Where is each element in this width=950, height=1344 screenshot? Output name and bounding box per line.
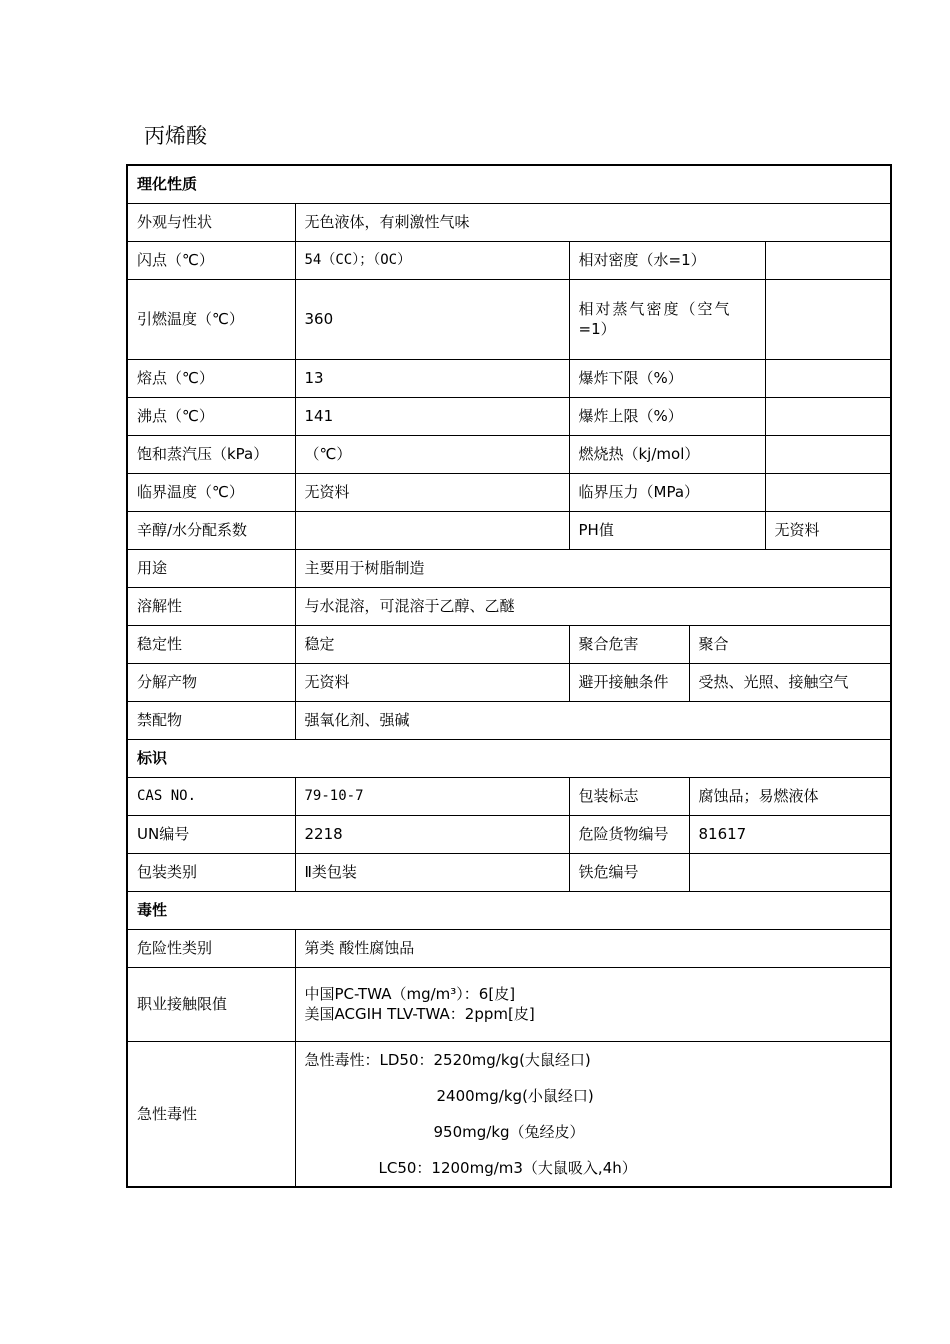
field-value [295, 967, 891, 1041]
section-row-identity [127, 739, 891, 777]
oel-line: 中国PC-TWA（mg/m³）：6[皮] [304, 985, 516, 1003]
acute-line: 急性毒性：LD50：2520mg/kg(大鼠经口) [304, 1050, 591, 1069]
field-value: 与水混溶，可混溶于乙醇、乙醚 [295, 587, 891, 625]
table-row [127, 241, 891, 279]
field-label: 分解产物 [127, 663, 295, 701]
field-value: 360 [295, 279, 569, 359]
field-label [569, 279, 765, 359]
field-value [765, 359, 891, 397]
field-value [295, 1041, 891, 1187]
table-row [127, 587, 891, 625]
table-row [127, 701, 891, 739]
field-label: UN编号 [127, 815, 295, 853]
field-value: 13 [295, 359, 569, 397]
table-row [127, 473, 891, 511]
field-label: 临界压力（MPa） [569, 473, 765, 511]
table-row [127, 777, 891, 815]
field-value: 2218 [295, 815, 569, 853]
section-row-toxicity [127, 891, 891, 929]
field-label: 溶解性 [127, 587, 295, 625]
field-value: 受热、光照、接触空气 [689, 663, 891, 701]
field-label: 燃烧热（kj/mol） [569, 435, 765, 473]
table-row [127, 359, 891, 397]
field-label: 爆炸上限（%） [569, 397, 765, 435]
field-value [765, 279, 891, 359]
table-row [127, 397, 891, 435]
field-value: 141 [295, 397, 569, 435]
field-value [765, 397, 891, 435]
field-label: 辛醇/水分配系数 [127, 511, 295, 549]
field-label: 临界温度（℃） [127, 473, 295, 511]
table-row [127, 663, 891, 701]
field-value [765, 435, 891, 473]
oel-line: 美国ACGIH TLV-TWA：2ppm[皮] [304, 1005, 535, 1023]
document-title: 丙烯酸 [144, 124, 207, 148]
section-heading: 标识 [127, 739, 891, 777]
field-value: （℃） [295, 435, 569, 473]
table-row [127, 929, 891, 967]
table-row [127, 815, 891, 853]
field-value: Ⅱ类包装 [295, 853, 569, 891]
field-value: 无资料 [295, 663, 569, 701]
acute-line: 950mg/kg（兔经皮） [433, 1122, 585, 1141]
field-value: 79-10-7 [295, 777, 569, 815]
table-row [127, 1041, 891, 1187]
table-row [127, 625, 891, 663]
field-label: 危险货物编号 [569, 815, 689, 853]
field-label: 熔点（℃） [127, 359, 295, 397]
msds-table [126, 164, 892, 1188]
table-row [127, 279, 891, 359]
field-label: 包装标志 [569, 777, 689, 815]
field-value: 54（CC）；（OC） [295, 241, 569, 279]
table-row [127, 203, 891, 241]
field-label: 闪点（℃） [127, 241, 295, 279]
field-label: 职业接触限值 [127, 967, 295, 1041]
section-heading: 毒性 [127, 891, 891, 929]
field-label: 包装类别 [127, 853, 295, 891]
field-label: PH值 [569, 511, 765, 549]
field-label: 避开接触条件 [569, 663, 689, 701]
field-value: 无色液体，有刺激性气味 [295, 203, 891, 241]
table-row [127, 853, 891, 891]
field-value [295, 511, 569, 549]
field-value [765, 473, 891, 511]
field-label: 引燃温度（℃） [127, 279, 295, 359]
field-label: 饱和蒸汽压（kPa） [127, 435, 295, 473]
field-label-line: =1） [578, 320, 616, 338]
field-label: 聚合危害 [569, 625, 689, 663]
field-label: 相对密度（水=1） [569, 241, 765, 279]
table-row [127, 549, 891, 587]
field-label: 沸点（℃） [127, 397, 295, 435]
field-label: 急性毒性 [127, 1041, 295, 1187]
field-label: 危险性类别 [127, 929, 295, 967]
field-value: 无资料 [295, 473, 569, 511]
field-label: 爆炸下限（%） [569, 359, 765, 397]
field-value: 稳定 [295, 625, 569, 663]
table-row [127, 435, 891, 473]
field-label: 稳定性 [127, 625, 295, 663]
field-value: 聚合 [689, 625, 891, 663]
field-label: CAS NO. [127, 777, 295, 815]
table-row [127, 511, 891, 549]
field-value: 强氧化剂、强碱 [295, 701, 891, 739]
table-row [127, 967, 891, 1041]
field-label: 外观与性状 [127, 203, 295, 241]
field-value [689, 853, 891, 891]
field-label-line: 相对蒸气密度（空气 [578, 300, 732, 318]
acute-line: 2400mg/kg(小鼠经口) [436, 1086, 594, 1105]
section-heading: 理化性质 [127, 165, 891, 203]
acute-line: LC50：1200mg/m3（大鼠吸入,4h） [378, 1158, 637, 1177]
field-label: 禁配物 [127, 701, 295, 739]
field-value: 无资料 [765, 511, 891, 549]
section-row-physchem [127, 165, 891, 203]
field-value [765, 241, 891, 279]
field-value: 81617 [689, 815, 891, 853]
field-value: 腐蚀品；易燃液体 [689, 777, 891, 815]
field-label: 铁危编号 [569, 853, 689, 891]
field-value: 主要用于树脂制造 [295, 549, 891, 587]
field-value: 第类 酸性腐蚀品 [295, 929, 891, 967]
field-label: 用途 [127, 549, 295, 587]
